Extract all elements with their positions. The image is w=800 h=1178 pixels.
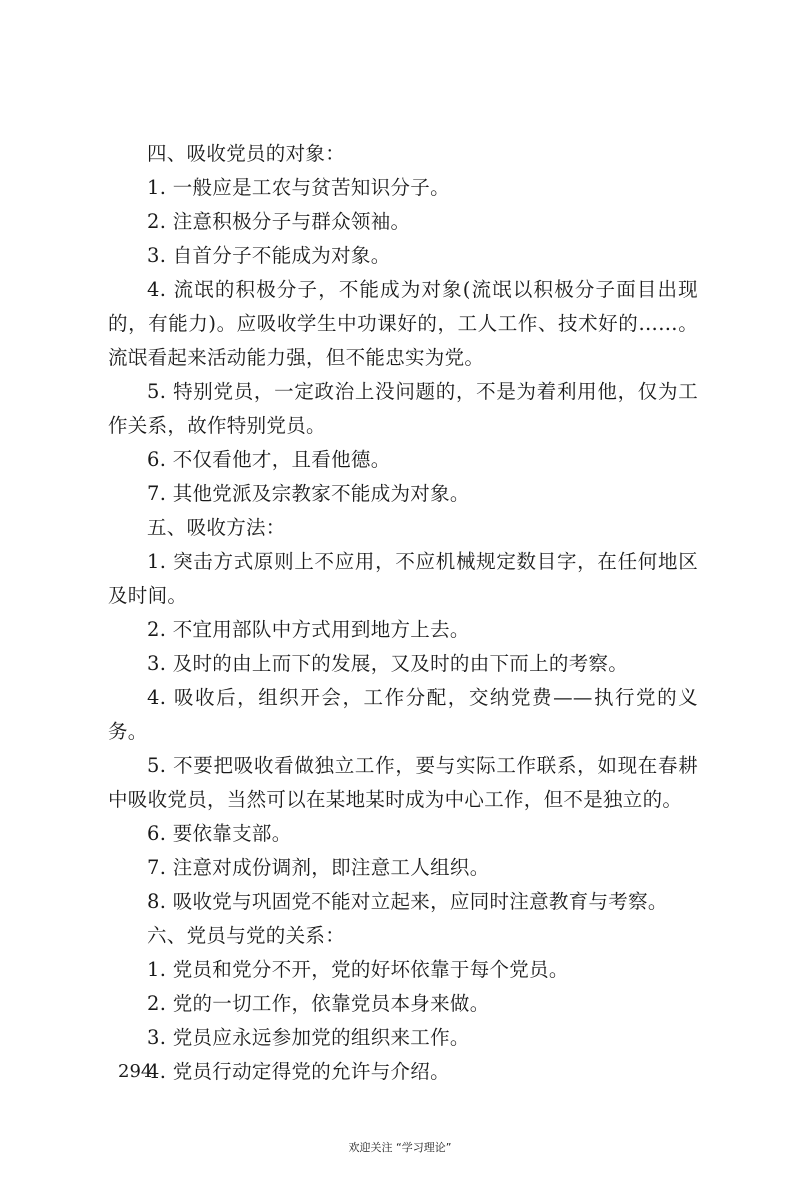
- footer-note: 欢迎关注 “学习理论”: [348, 1141, 452, 1154]
- paragraph: 3. 及时的由上而下的发展，又及时的由下而上的考察。: [147, 652, 629, 675]
- paragraph: 7. 其他党派及宗教家不能成为对象。: [147, 482, 470, 505]
- page-number: 294: [118, 1061, 153, 1082]
- section-heading-6: 六、党员与党的关系：: [147, 924, 346, 947]
- paragraph: 7. 注意对成份调剂，即注意工人组织。: [147, 856, 490, 879]
- paragraph: 6. 要依靠支部。: [147, 822, 292, 845]
- paragraph: 6. 不仅看他才，且看他德。: [147, 448, 391, 471]
- paragraph: 1. 突击方式原则上不应用，不应机械规定数目字，在任何地区及时间。: [108, 550, 698, 607]
- section-heading-5: 五、吸收方法：: [147, 516, 286, 539]
- paragraph: 1. 一般应是工农与贫苦知识分子。: [147, 176, 450, 199]
- paragraph: 2. 党的一切工作，依靠党员本身来做。: [147, 992, 490, 1015]
- body-text: [108, 137, 698, 1089]
- paragraph: 8. 吸收党与巩固党不能对立起来，应同时注意教育与考察。: [147, 890, 668, 913]
- paragraph: 2. 注意积极分子与群众领袖。: [147, 210, 411, 233]
- paragraph: 4. 党员行动定得党的允许与介绍。: [147, 1060, 450, 1083]
- paragraph: 4. 吸收后，组织开会，工作分配，交纳党费——执行党的义务。: [108, 686, 698, 743]
- paragraph: 3. 自首分子不能成为对象。: [147, 244, 391, 267]
- paragraph: 5. 特别党员，一定政治上没问题的，不是为着利用他，仅为工作关系，故作特别党员。: [108, 380, 698, 437]
- section-heading-4: 四、吸收党员的对象：: [147, 142, 346, 165]
- paragraph: 4. 流氓的积极分子，不能成为对象(流氓以积极分子面目出现的，有能力)。应吸收学生中功课好的，工人工作、技术好的……。流氓看起来活动能力强，但不能忠实为党。: [108, 278, 698, 369]
- paragraph: 3. 党员应永远参加党的组织来工作。: [147, 1026, 470, 1049]
- paragraph: 5. 不要把吸收看做独立工作，要与实际工作联系，如现在春耕中吸收党员，当然可以在某地某时成为中心工作，但不是独立的。: [108, 754, 698, 811]
- paragraph: 2. 不宜用部队中方式用到地方上去。: [147, 618, 470, 641]
- paragraph: 1. 党员和党分不开，党的好坏依靠于每个党员。: [147, 958, 569, 981]
